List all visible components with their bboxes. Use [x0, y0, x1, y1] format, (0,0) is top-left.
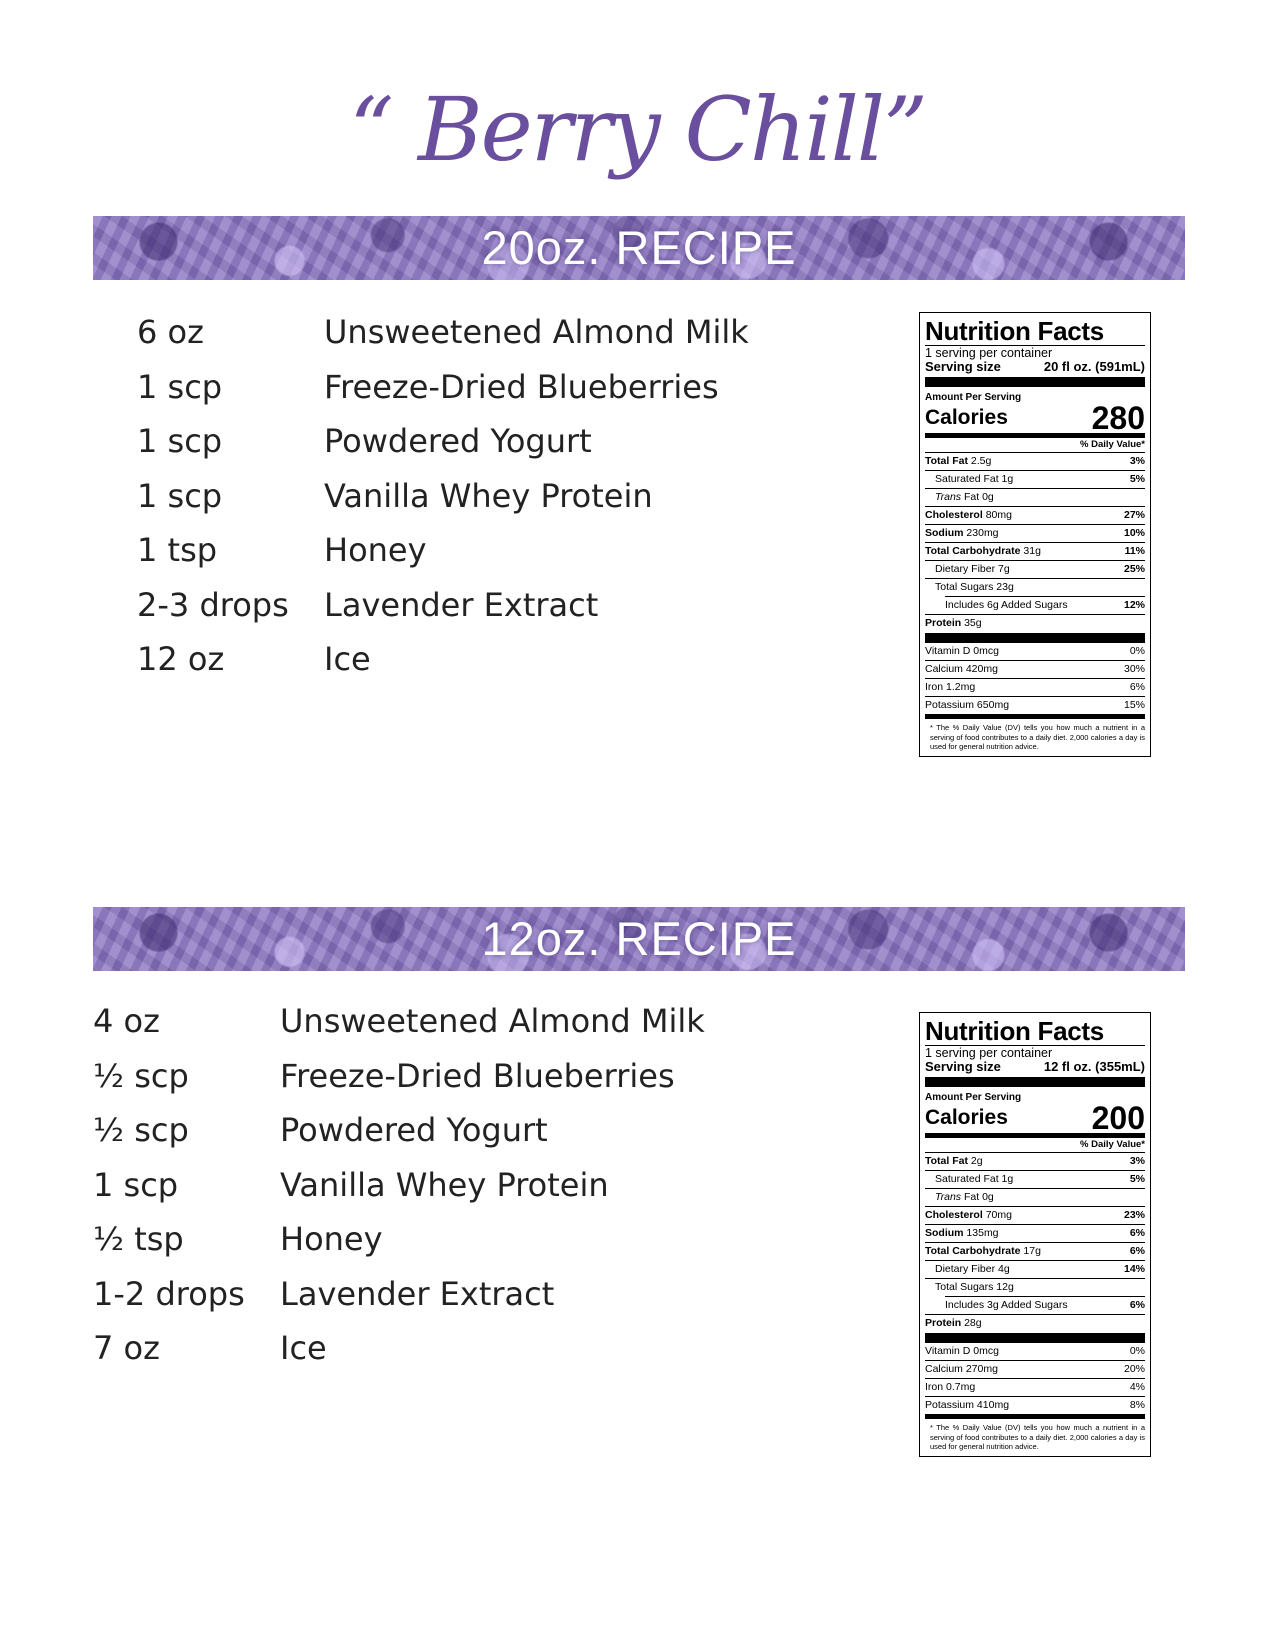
- vitamin-dv: 15%: [1123, 699, 1145, 711]
- nutrient-label: Trans: [935, 491, 962, 503]
- nutrient-amount: 2g: [970, 1155, 983, 1167]
- ingredient-name: Vanilla Whey Protein: [280, 1165, 609, 1204]
- calories-value: 200: [1091, 1100, 1145, 1136]
- nutrient-amount: 31g: [1023, 545, 1041, 557]
- ingredient-qty: ½ scp: [93, 1111, 189, 1149]
- nutrient-row: [925, 597, 1145, 614]
- vitamin-label: Calcium 270mg: [925, 1363, 998, 1375]
- ingredient-qty: 12 oz: [137, 640, 225, 678]
- nutrient-dv: 6%: [1129, 1245, 1145, 1257]
- ingredient-name: Honey: [280, 1220, 383, 1258]
- recipe-banner-12oz: [93, 907, 1185, 971]
- nutrient-row: [925, 471, 1145, 488]
- nutrient-amount: 28g: [964, 1317, 982, 1329]
- vitamin-label: Vitamin D 0mcg: [925, 1345, 999, 1357]
- vitamin-row: [925, 1361, 1145, 1378]
- nutrient-dv: 3%: [1129, 455, 1145, 467]
- nutrient-row: [925, 1171, 1145, 1188]
- daily-value-footnote: * The % Daily Value (DV) tells you how much a nutrient in a serving of food contributes to a daily diet. 2,000 calories a day is used for general nutrition advice.: [930, 1423, 1145, 1451]
- vitamin-dv: 8%: [1129, 1399, 1145, 1411]
- ingredient-name: Vanilla Whey Protein: [324, 476, 653, 515]
- nutrient-label: Total Sugars: [935, 581, 994, 593]
- vitamin-dv: 6%: [1129, 681, 1145, 693]
- nutrient-dv: 10%: [1123, 527, 1145, 539]
- vitamin-dv: 0%: [1129, 1345, 1145, 1357]
- calories-value: 280: [1091, 400, 1145, 436]
- ingredient-qty: ½ tsp: [93, 1220, 184, 1258]
- nutrient-label: Total Fat: [925, 455, 968, 467]
- nutrient-label: Total Carbohydrate: [925, 545, 1021, 557]
- nutrient-row: [925, 489, 1145, 506]
- servings-per-container: 1 serving per container: [925, 346, 1053, 360]
- nutrient-dv: 5%: [1129, 1173, 1145, 1185]
- ingredient-name: Freeze-Dried Blueberries: [280, 1056, 675, 1095]
- vitamin-dv: 0%: [1129, 645, 1145, 657]
- ingredient-name: Ice: [324, 640, 371, 678]
- nutrient-row: [925, 543, 1145, 560]
- ingredient-qty: ½ scp: [93, 1056, 189, 1095]
- ingredient-name: Powdered Yogurt: [324, 422, 592, 460]
- nutrient-row: [925, 1279, 1145, 1296]
- calories: [925, 1100, 1145, 1136]
- vitamin-row: [925, 661, 1145, 678]
- nutrient-amount: 70mg: [985, 1209, 1012, 1221]
- banner-label: 12oz. RECIPE: [481, 912, 797, 965]
- vitamin-label: Potassium 410mg: [925, 1399, 1010, 1411]
- nutrition-facts-heading: Nutrition Facts: [925, 1016, 1104, 1046]
- nutrient-amount: 230mg: [966, 527, 999, 539]
- ingredient-name: Ice: [280, 1329, 327, 1367]
- vitamin-row: [925, 1379, 1145, 1396]
- ingredient-qty: 7 oz: [93, 1329, 160, 1367]
- nutrient-label: Sodium: [925, 1227, 964, 1239]
- nutrient-label: Protein: [925, 617, 962, 629]
- nutrient-row: [925, 579, 1145, 596]
- ingredient-qty: 1-2 drops: [93, 1274, 245, 1313]
- calories: [925, 400, 1145, 436]
- vitamin-dv: 20%: [1123, 1363, 1145, 1375]
- vitamin-label: Potassium 650mg: [925, 699, 1010, 711]
- nutrient-dv: 27%: [1123, 509, 1145, 521]
- servings-per-container: 1 serving per container: [925, 1046, 1053, 1060]
- ingredient-name: Unsweetened Almond Milk: [280, 1002, 705, 1040]
- daily-value-header: % Daily Value*: [1080, 1139, 1145, 1150]
- nutrient-row: [925, 1261, 1145, 1278]
- nutrient-row: [925, 561, 1145, 578]
- amount-per-serving: Amount Per Serving: [925, 392, 1022, 403]
- nutrient-amount: 23g: [996, 581, 1014, 593]
- nutrient-dv: 23%: [1123, 1209, 1145, 1221]
- serving-size: [925, 1060, 1145, 1074]
- nutrition-facts-label-12oz: [919, 1012, 1151, 1457]
- ingredient-qty: 6 oz: [137, 313, 204, 351]
- nutrient-row: [925, 1225, 1145, 1242]
- ingredient-name: Lavender Extract: [324, 585, 599, 624]
- vitamin-row: [925, 643, 1145, 660]
- nutrient-amount: 135mg: [966, 1227, 999, 1239]
- vitamin-row: [925, 1397, 1145, 1414]
- nutrient-row: [925, 525, 1145, 542]
- nutrient-dv: 6%: [1129, 1299, 1145, 1311]
- nutrient-label: Dietary Fiber: [935, 563, 996, 575]
- nutrient-label: Includes 3g Added Sugars: [945, 1299, 1068, 1311]
- nutrient-label: Saturated Fat: [935, 473, 999, 485]
- vitamin-label: Vitamin D 0mcg: [925, 645, 999, 657]
- vitamin-label: Iron 1.2mg: [925, 681, 976, 693]
- nutrient-amount: 7g: [998, 563, 1010, 575]
- nutrient-dv: 25%: [1123, 563, 1145, 575]
- serving-size: [925, 360, 1145, 374]
- ingredient-qty: 1 tsp: [137, 531, 218, 569]
- serving-size-label: Serving size: [925, 1059, 1001, 1074]
- nutrient-dv: 3%: [1129, 1155, 1145, 1167]
- nutrient-row: [925, 1297, 1145, 1314]
- nutrient-row: [925, 1243, 1145, 1260]
- serving-size-label: Serving size: [925, 359, 1001, 374]
- ingredient-qty: 1 scp: [137, 422, 223, 460]
- page-title: “ Berry Chill”: [349, 78, 926, 181]
- ingredient-qty: 1 scp: [137, 476, 223, 515]
- vitamin-row: [925, 697, 1145, 714]
- ingredient-name: Honey: [324, 531, 427, 569]
- nutrient-row: [925, 453, 1145, 470]
- amount-per-serving: Amount Per Serving: [925, 1092, 1022, 1103]
- vitamin-row: [925, 679, 1145, 696]
- recipe-banner-20oz: [93, 216, 1185, 280]
- nutrient-dv: 6%: [1129, 1227, 1145, 1239]
- nutrient-row: [925, 1189, 1145, 1206]
- nutrient-label: Total Fat: [925, 1155, 968, 1167]
- nutrient-amount: 1g: [1001, 1173, 1014, 1185]
- calories-label: Calories: [925, 1106, 1008, 1129]
- nutrient-amount: Fat 0g: [963, 491, 994, 503]
- daily-value-header: % Daily Value*: [1080, 439, 1145, 450]
- nutrient-amount: 35g: [964, 617, 982, 629]
- nutrient-row: [925, 507, 1145, 524]
- nutrition-facts-label-20oz: [919, 312, 1151, 757]
- ingredient-qty: 1 scp: [137, 367, 223, 406]
- nutrient-row: [925, 615, 1145, 632]
- nutrient-dv: 5%: [1129, 473, 1145, 485]
- nutrient-label: Dietary Fiber: [935, 1263, 996, 1275]
- serving-size-value: 12 fl oz. (355mL): [1043, 1059, 1145, 1074]
- ingredient-name: Powdered Yogurt: [280, 1111, 548, 1149]
- nutrient-amount: Fat 0g: [963, 1191, 994, 1203]
- nutrient-amount: 12g: [996, 1281, 1014, 1293]
- ingredient-name: Freeze-Dried Blueberries: [324, 367, 719, 406]
- ingredient-qty: 1 scp: [93, 1165, 179, 1204]
- nutrient-label: Cholesterol: [925, 1209, 983, 1221]
- ingredient-name: Lavender Extract: [280, 1274, 555, 1313]
- nutrient-dv: 11%: [1124, 545, 1145, 557]
- nutrient-label: Sodium: [925, 527, 964, 539]
- ingredient-name: Unsweetened Almond Milk: [324, 313, 749, 351]
- nutrient-row: [925, 1315, 1145, 1332]
- vitamin-dv: 30%: [1123, 663, 1145, 675]
- ingredient-qty: 2-3 drops: [137, 585, 289, 624]
- serving-size-value: 20 fl oz. (591mL): [1043, 359, 1145, 374]
- nutrient-amount: 2.5g: [970, 455, 992, 467]
- nutrient-label: Includes 6g Added Sugars: [945, 599, 1068, 611]
- nutrient-label: Saturated Fat: [935, 1173, 999, 1185]
- nutrient-row: [925, 1153, 1145, 1170]
- nutrient-dv: 12%: [1123, 599, 1145, 611]
- nutrition-facts-heading: Nutrition Facts: [925, 316, 1104, 346]
- ingredient-qty: 4 oz: [93, 1002, 160, 1040]
- nutrient-label: Protein: [925, 1317, 962, 1329]
- nutrient-row: [925, 1207, 1145, 1224]
- nutrient-label: Total Carbohydrate: [925, 1245, 1021, 1257]
- nutrient-amount: 1g: [1001, 473, 1014, 485]
- calories-label: Calories: [925, 406, 1008, 429]
- nutrient-label: Trans: [935, 1191, 962, 1203]
- nutrient-label: Total Sugars: [935, 1281, 994, 1293]
- nutrient-label: Cholesterol: [925, 509, 983, 521]
- nutrient-amount: 17g: [1023, 1245, 1041, 1257]
- daily-value-footnote: * The % Daily Value (DV) tells you how much a nutrient in a serving of food contributes to a daily diet. 2,000 calories a day is used for general nutrition advice.: [930, 723, 1145, 751]
- banner-label: 20oz. RECIPE: [481, 221, 797, 274]
- nutrient-amount: 4g: [998, 1263, 1010, 1275]
- nutrient-dv: 14%: [1123, 1263, 1145, 1275]
- vitamin-label: Iron 0.7mg: [925, 1381, 976, 1393]
- vitamin-row: [925, 1343, 1145, 1360]
- vitamin-label: Calcium 420mg: [925, 663, 998, 675]
- vitamin-dv: 4%: [1129, 1381, 1145, 1393]
- nutrient-amount: 80mg: [985, 509, 1012, 521]
